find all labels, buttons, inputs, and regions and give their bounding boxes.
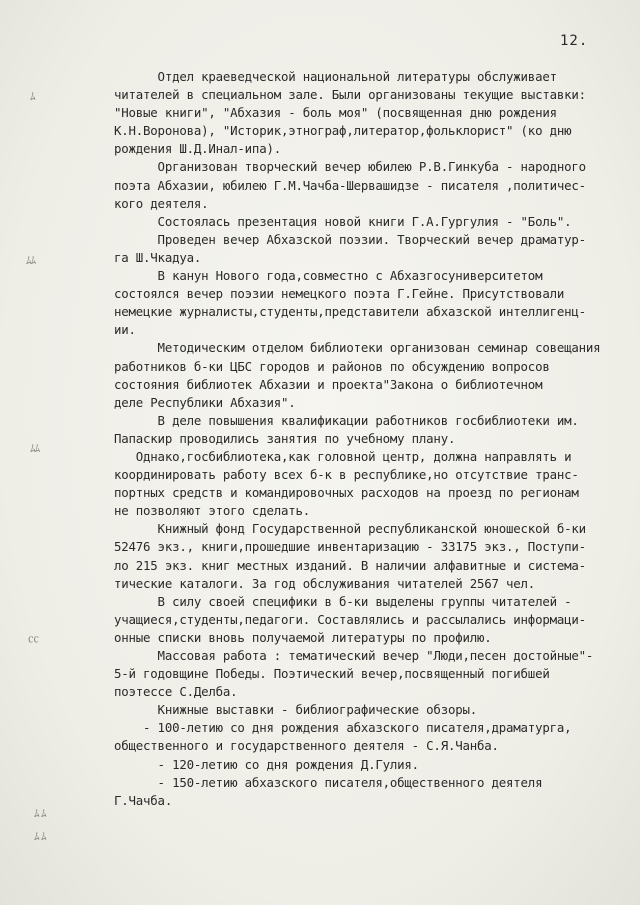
text-line: га Ш.Чкадуа.	[114, 249, 202, 265]
text-line: кого деятеля.	[114, 195, 209, 211]
margin-mark: ﾑﾑ	[30, 442, 39, 455]
text-line: состоялся вечер поэзии немецкого поэта Г.Гейне. Присутствовали	[114, 286, 565, 302]
text-line: работников б-ки ЦБС городов и районов по обсуждению вопросов	[114, 358, 550, 374]
text-line: онные списки вновь получаемой литературы по профилю.	[114, 629, 492, 645]
text-line: - 120-летию со дня рождения Д.Гулия.	[114, 756, 419, 772]
text-line: "Новые книги", "Абхазия - боль моя" (посвященная дню рождения	[114, 105, 557, 121]
text-line: ло 215 экз. книг местных изданий. В наличии алфавитные и система-	[114, 557, 586, 573]
text-line: поэта Абхазии, юбилею Г.М.Чачба-Шервашидзе - писателя ,политичес-	[114, 177, 586, 193]
text-line: ии.	[114, 322, 136, 338]
margin-mark: ﾑﾑ	[26, 254, 35, 267]
text-line: Массовая работа : тематический вечер "Люди,песен достойные"-	[114, 648, 594, 663]
text-line: Отдел краеведческой национальной литературы обслуживает	[114, 69, 557, 84]
text-line: Однако,госбиблиотека,как головной центр, должна направлять и	[114, 448, 572, 464]
margin-mark: ﾑ	[30, 90, 35, 103]
margin-mark: ﾑ ﾑ	[34, 807, 46, 820]
text-line: портных средств и командировочных расходов на проезд по регионам	[114, 485, 579, 501]
text-line: В силу своей специфики в б-ки выделены группы читателей -	[114, 593, 572, 609]
text-line: общественного и государственного деятеля - С.Я.Чанба.	[114, 738, 499, 754]
text-line: К.Н.Воронова), "Историк,этнограф,литератор,фольклорист" (ко дню	[114, 123, 572, 139]
margin-mark: ﾑ ﾑ	[34, 830, 46, 843]
text-line: поэтессе С.Делба.	[114, 684, 238, 700]
text-line: рождения Ш.Д.Инал-ипа).	[114, 141, 281, 157]
text-line: Папаскир проводились занятия по учебному плану.	[114, 430, 456, 446]
page-number: 12.	[560, 33, 589, 49]
text-line: Методическим отделом библиотеки организован семинар совещания	[114, 340, 601, 356]
text-line: Проведен вечер Абхазской поэзии. Творческий вечер драматур-	[114, 231, 586, 247]
text-line: Состоялась презентация новой книги Г.А.Гургулия - "Боль".	[114, 213, 572, 229]
text-line: 52476 экз., книги,прошедшие инвентаризацию - 33175 экз., Поступи-	[114, 539, 586, 555]
margin-mark: ㏄	[28, 632, 38, 645]
text-line: немецкие журналисты,студенты,представители абхазской интеллигенц-	[114, 304, 586, 320]
text-line: Организован творческий вечер юбилею Р.В.Гинкуба - народного	[114, 159, 586, 175]
text-line: учащиеся,студенты,педагоги. Составлялись и рассылались информаци-	[114, 611, 586, 627]
text-line: координировать работу всех б-к в республике,но отсутствие транс-	[114, 467, 579, 483]
text-line: 5-й годовщине Победы. Поэтический вечер,посвященный погибшей	[114, 666, 550, 682]
text-line: не позволяют этого сделать.	[114, 503, 311, 519]
text-line: - 100-летию со дня рождения абхазского писателя,драматурга,	[114, 720, 572, 736]
text-line: читателей в специальном зале. Были организованы текущие выставки:	[114, 87, 586, 103]
text-line: Книжные выставки - библиографические обзоры.	[114, 702, 477, 718]
text-line: Г.Чачба.	[114, 792, 173, 808]
text-line: В канун Нового года,совместно с Абхазгосуниверситетом	[114, 268, 543, 284]
text-line: Книжный фонд Государственной республиканской юношеской б-ки	[114, 521, 586, 537]
text-line: деле Республики Абхазия".	[114, 394, 296, 410]
document-body	[114, 68, 634, 810]
text-line: - 150-летию абхазского писателя,общественного деятеля	[114, 774, 543, 790]
text-line: тические каталоги. За год обслуживания читателей 2567 чел.	[114, 575, 536, 591]
text-line: В деле повышения квалификации работников госбиблиотеки им.	[114, 412, 579, 428]
text-line: состояния библиотек Абхазии и проекта"Закона о библиотечном	[114, 376, 543, 392]
